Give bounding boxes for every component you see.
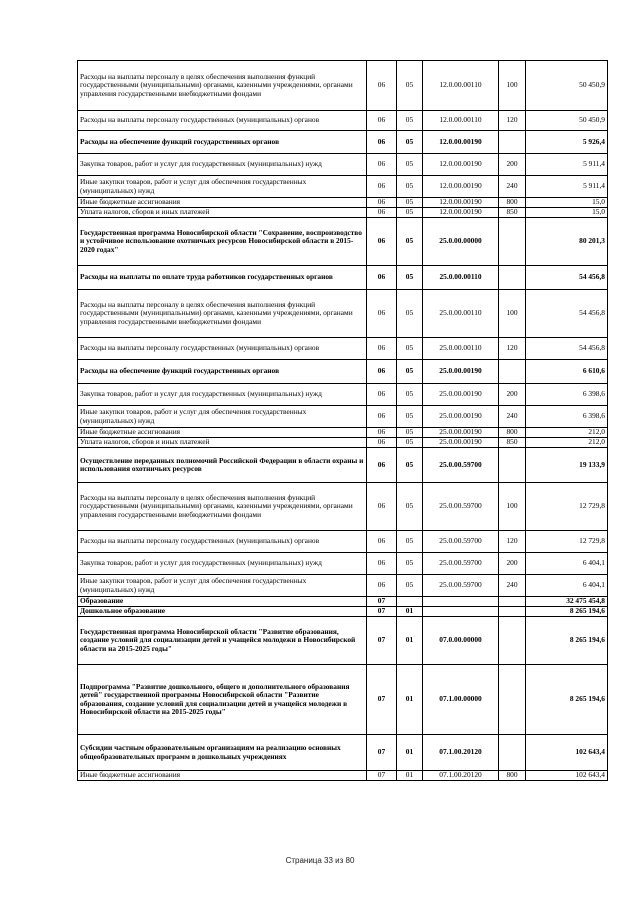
row-name-cell: Расходы на выплаты персоналу в целях обеспечения выполнения функций государственными (муниципальными) органами, казенными учреждениями, органами управления государственными внебюджетными фондами (78, 290, 367, 338)
row-name-cell: Образование (78, 597, 367, 607)
row-target-article-cell: 12.0.00.00190 (423, 131, 499, 154)
row-section-cell: 06 (367, 111, 397, 131)
row-subsection-cell (397, 597, 423, 607)
row-expense-type-cell (499, 266, 526, 290)
table-row (78, 428, 608, 438)
row-name-cell: Иные бюджетные ассигнования (78, 198, 367, 208)
row-section-cell: 06 (367, 61, 397, 111)
row-amount-cell: 19 133,9 (526, 448, 608, 483)
row-amount-cell: 212,0 (526, 438, 608, 448)
row-expense-type-cell: 800 (499, 771, 526, 781)
table-row (78, 198, 608, 208)
table-row (78, 338, 608, 360)
row-amount-cell: 5 926,4 (526, 131, 608, 154)
row-target-article-cell: 25.0.00.59700 (423, 575, 499, 597)
row-section-cell: 07 (367, 617, 397, 665)
row-expense-type-cell (499, 735, 526, 771)
row-amount-cell: 102 643,4 (526, 771, 608, 781)
row-target-article-cell: 25.0.00.00190 (423, 406, 499, 428)
row-subsection-cell: 05 (397, 438, 423, 448)
row-target-article-cell (423, 607, 499, 617)
row-subsection-cell: 05 (397, 406, 423, 428)
row-name-cell: Расходы на выплаты персоналу в целях обеспечения выполнения функций государственными (муниципальными) органами, казенными учреждениями, органами управления государственными внебюджетными фондами (78, 483, 367, 531)
table-row (78, 771, 608, 781)
row-section-cell: 06 (367, 384, 397, 406)
budget-rows (78, 61, 608, 781)
row-subsection-cell: 05 (397, 290, 423, 338)
row-expense-type-cell (499, 597, 526, 607)
row-expense-type-cell (499, 607, 526, 617)
row-subsection-cell: 05 (397, 384, 423, 406)
row-target-article-cell: 07.1.00.00000 (423, 665, 499, 735)
row-subsection-cell: 05 (397, 428, 423, 438)
row-target-article-cell: 07.1.00.20120 (423, 771, 499, 781)
table-row (78, 448, 608, 483)
table-row (78, 131, 608, 154)
row-subsection-cell: 01 (397, 735, 423, 771)
row-subsection-cell: 05 (397, 176, 423, 198)
row-expense-type-cell: 120 (499, 111, 526, 131)
table-row (78, 607, 608, 617)
row-name-cell: Расходы на выплаты персоналу государственных (муниципальных) органов (78, 338, 367, 360)
row-expense-type-cell: 120 (499, 531, 526, 553)
row-amount-cell: 6 610,6 (526, 360, 608, 384)
row-amount-cell: 15,0 (526, 198, 608, 208)
row-target-article-cell: 12.0.00.00190 (423, 154, 499, 176)
table-row (78, 531, 608, 553)
row-section-cell: 06 (367, 438, 397, 448)
row-name-cell: Иные закупки товаров, работ и услуг для обеспечения государственных (муниципальных) нужд (78, 176, 367, 198)
row-target-article-cell: 25.0.00.59700 (423, 448, 499, 483)
row-name-cell: Расходы на обеспечение функций государственных органов (78, 131, 367, 154)
row-amount-cell: 6 398,6 (526, 384, 608, 406)
row-name-cell: Расходы на выплаты персоналу в целях обеспечения выполнения функций государственными (муниципальными) органами, казенными учреждениями, органами управления государственными внебюджетными фондами (78, 61, 367, 111)
table-row (78, 384, 608, 406)
table-row (78, 665, 608, 735)
row-target-article-cell: 25.0.00.00190 (423, 384, 499, 406)
row-target-article-cell: 25.0.00.00110 (423, 290, 499, 338)
row-section-cell: 06 (367, 575, 397, 597)
row-subsection-cell: 05 (397, 266, 423, 290)
row-target-article-cell: 07.1.00.20120 (423, 735, 499, 771)
row-expense-type-cell: 240 (499, 575, 526, 597)
table-row (78, 154, 608, 176)
table-row (78, 360, 608, 384)
row-expense-type-cell (499, 665, 526, 735)
row-amount-cell: 8 265 194,6 (526, 665, 608, 735)
row-target-article-cell: 07.0.00.00000 (423, 617, 499, 665)
row-name-cell: Иные бюджетные ассигнования (78, 771, 367, 781)
budget-sheet (77, 60, 607, 781)
row-name-cell: Иные закупки товаров, работ и услуг для обеспечения государственных (муниципальных) нужд (78, 575, 367, 597)
table-row (78, 438, 608, 448)
row-name-cell: Субсидии частным образовательным организациям на реализацию основных общеобразовательных программ в дошкольных учреждениях (78, 735, 367, 771)
row-name-cell: Закупка товаров, работ и услуг для государственных (муниципальных) нужд (78, 553, 367, 575)
row-name-cell: Расходы на выплаты по оплате труда работников государственных органов (78, 266, 367, 290)
row-section-cell: 06 (367, 266, 397, 290)
row-subsection-cell: 05 (397, 218, 423, 266)
row-target-article-cell: 12.0.00.00190 (423, 176, 499, 198)
row-expense-type-cell: 120 (499, 338, 526, 360)
row-target-article-cell: 12.0.00.00190 (423, 198, 499, 208)
table-row (78, 111, 608, 131)
row-expense-type-cell: 100 (499, 483, 526, 531)
row-section-cell: 06 (367, 290, 397, 338)
row-section-cell: 06 (367, 483, 397, 531)
row-subsection-cell: 05 (397, 61, 423, 111)
row-section-cell: 07 (367, 771, 397, 781)
row-subsection-cell: 05 (397, 448, 423, 483)
row-section-cell: 06 (367, 531, 397, 553)
row-amount-cell: 50 450,9 (526, 111, 608, 131)
row-subsection-cell: 05 (397, 111, 423, 131)
row-name-cell: Уплата налогов, сборов и иных платежей (78, 208, 367, 218)
row-target-article-cell: 25.0.00.00190 (423, 428, 499, 438)
row-amount-cell: 212,0 (526, 428, 608, 438)
row-amount-cell: 12 729,8 (526, 483, 608, 531)
row-name-cell: Закупка товаров, работ и услуг для государственных (муниципальных) нужд (78, 384, 367, 406)
row-section-cell: 06 (367, 176, 397, 198)
table-row (78, 406, 608, 428)
row-amount-cell: 6 404,1 (526, 575, 608, 597)
row-section-cell: 06 (367, 131, 397, 154)
row-subsection-cell: 01 (397, 617, 423, 665)
row-expense-type-cell: 850 (499, 438, 526, 448)
row-name-cell: Расходы на выплаты персоналу государственных (муниципальных) органов (78, 111, 367, 131)
row-section-cell: 07 (367, 735, 397, 771)
row-section-cell: 07 (367, 607, 397, 617)
table-row (78, 483, 608, 531)
row-amount-cell: 8 265 194,6 (526, 617, 608, 665)
row-subsection-cell: 05 (397, 553, 423, 575)
row-expense-type-cell: 850 (499, 208, 526, 218)
row-expense-type-cell (499, 131, 526, 154)
row-expense-type-cell (499, 218, 526, 266)
row-expense-type-cell: 800 (499, 198, 526, 208)
row-section-cell: 06 (367, 406, 397, 428)
row-expense-type-cell: 200 (499, 553, 526, 575)
row-amount-cell: 50 450,9 (526, 61, 608, 111)
row-subsection-cell: 01 (397, 665, 423, 735)
row-amount-cell: 54 456,8 (526, 338, 608, 360)
page-footer: Страница 33 из 80 (285, 856, 355, 865)
row-subsection-cell: 05 (397, 338, 423, 360)
table-row (78, 290, 608, 338)
table-row (78, 266, 608, 290)
row-amount-cell: 6 398,6 (526, 406, 608, 428)
row-target-article-cell: 25.0.00.00190 (423, 438, 499, 448)
row-subsection-cell: 05 (397, 483, 423, 531)
row-name-cell: Подпрограмма "Развитие дошкольного, общего и дополнительного образования детей" государственной программы Новосибирской области "Развитие образования, создание условий для социализации детей и учащейся молодежи в Новосибирской области на 2015-2025 годы" (78, 665, 367, 735)
row-target-article-cell: 12.0.00.00110 (423, 111, 499, 131)
row-section-cell: 06 (367, 428, 397, 438)
table-row (78, 735, 608, 771)
row-subsection-cell: 05 (397, 131, 423, 154)
row-expense-type-cell (499, 448, 526, 483)
row-target-article-cell (423, 597, 499, 607)
row-name-cell: Осуществление переданных полномочий Российской Федерации в области охраны и использования охотничьих ресурсов (78, 448, 367, 483)
table-row (78, 218, 608, 266)
table-row (78, 617, 608, 665)
row-section-cell: 07 (367, 597, 397, 607)
row-amount-cell: 5 911,4 (526, 176, 608, 198)
row-subsection-cell: 01 (397, 771, 423, 781)
table-row (78, 176, 608, 198)
row-subsection-cell: 05 (397, 575, 423, 597)
row-expense-type-cell: 100 (499, 290, 526, 338)
row-amount-cell: 102 643,4 (526, 735, 608, 771)
row-subsection-cell: 05 (397, 198, 423, 208)
row-name-cell: Закупка товаров, работ и услуг для государственных (муниципальных) нужд (78, 154, 367, 176)
row-expense-type-cell: 240 (499, 406, 526, 428)
row-target-article-cell: 25.0.00.59700 (423, 531, 499, 553)
row-name-cell: Иные закупки товаров, работ и услуг для обеспечения государственных (муниципальных) нужд (78, 406, 367, 428)
row-amount-cell: 5 911,4 (526, 154, 608, 176)
table-row (78, 208, 608, 218)
row-section-cell: 06 (367, 553, 397, 575)
row-target-article-cell: 25.0.00.00110 (423, 338, 499, 360)
table-row (78, 553, 608, 575)
row-amount-cell: 54 456,8 (526, 290, 608, 338)
row-section-cell: 06 (367, 198, 397, 208)
row-section-cell: 07 (367, 665, 397, 735)
row-name-cell: Иные бюджетные ассигнования (78, 428, 367, 438)
table-row (78, 61, 608, 111)
row-target-article-cell: 25.0.00.00190 (423, 360, 499, 384)
row-name-cell: Уплата налогов, сборов и иных платежей (78, 438, 367, 448)
row-expense-type-cell: 100 (499, 61, 526, 111)
row-amount-cell: 54 456,8 (526, 266, 608, 290)
row-subsection-cell: 05 (397, 531, 423, 553)
row-target-article-cell: 25.0.00.59700 (423, 483, 499, 531)
row-subsection-cell: 05 (397, 360, 423, 384)
row-expense-type-cell: 200 (499, 384, 526, 406)
row-expense-type-cell (499, 617, 526, 665)
row-amount-cell: 32 475 454,8 (526, 597, 608, 607)
row-target-article-cell: 25.0.00.00110 (423, 266, 499, 290)
row-section-cell: 06 (367, 360, 397, 384)
row-name-cell: Расходы на обеспечение функций государственных органов (78, 360, 367, 384)
row-expense-type-cell (499, 360, 526, 384)
row-amount-cell: 15,0 (526, 208, 608, 218)
row-subsection-cell: 05 (397, 208, 423, 218)
row-amount-cell: 80 201,3 (526, 218, 608, 266)
row-subsection-cell: 05 (397, 154, 423, 176)
row-expense-type-cell: 200 (499, 154, 526, 176)
row-amount-cell: 8 265 194,6 (526, 607, 608, 617)
row-target-article-cell: 12.0.00.00110 (423, 61, 499, 111)
row-target-article-cell: 12.0.00.00190 (423, 208, 499, 218)
row-name-cell: Дошкольное образование (78, 607, 367, 617)
table-row (78, 597, 608, 607)
row-target-article-cell: 25.0.00.00000 (423, 218, 499, 266)
table-row (78, 575, 608, 597)
row-name-cell: Государственная программа Новосибирской области "Сохранение, воспроизводство и устойчивое использование охотничьих ресурсов Новосибирской области в 2015-2020 годах" (78, 218, 367, 266)
row-subsection-cell: 01 (397, 607, 423, 617)
row-section-cell: 06 (367, 448, 397, 483)
row-expense-type-cell: 240 (499, 176, 526, 198)
row-section-cell: 06 (367, 218, 397, 266)
row-amount-cell: 6 404,1 (526, 553, 608, 575)
row-section-cell: 06 (367, 154, 397, 176)
row-amount-cell: 12 729,8 (526, 531, 608, 553)
row-target-article-cell: 25.0.00.59700 (423, 553, 499, 575)
row-section-cell: 06 (367, 338, 397, 360)
row-name-cell: Государственная программа Новосибирской области "Развитие образования, создание условий для социализации детей и учащейся молодежи в Новосибирской области на 2015-2025 годы" (78, 617, 367, 665)
row-expense-type-cell: 800 (499, 428, 526, 438)
row-name-cell: Расходы на выплаты персоналу государственных (муниципальных) органов (78, 531, 367, 553)
budget-table (77, 60, 608, 781)
row-section-cell: 06 (367, 208, 397, 218)
